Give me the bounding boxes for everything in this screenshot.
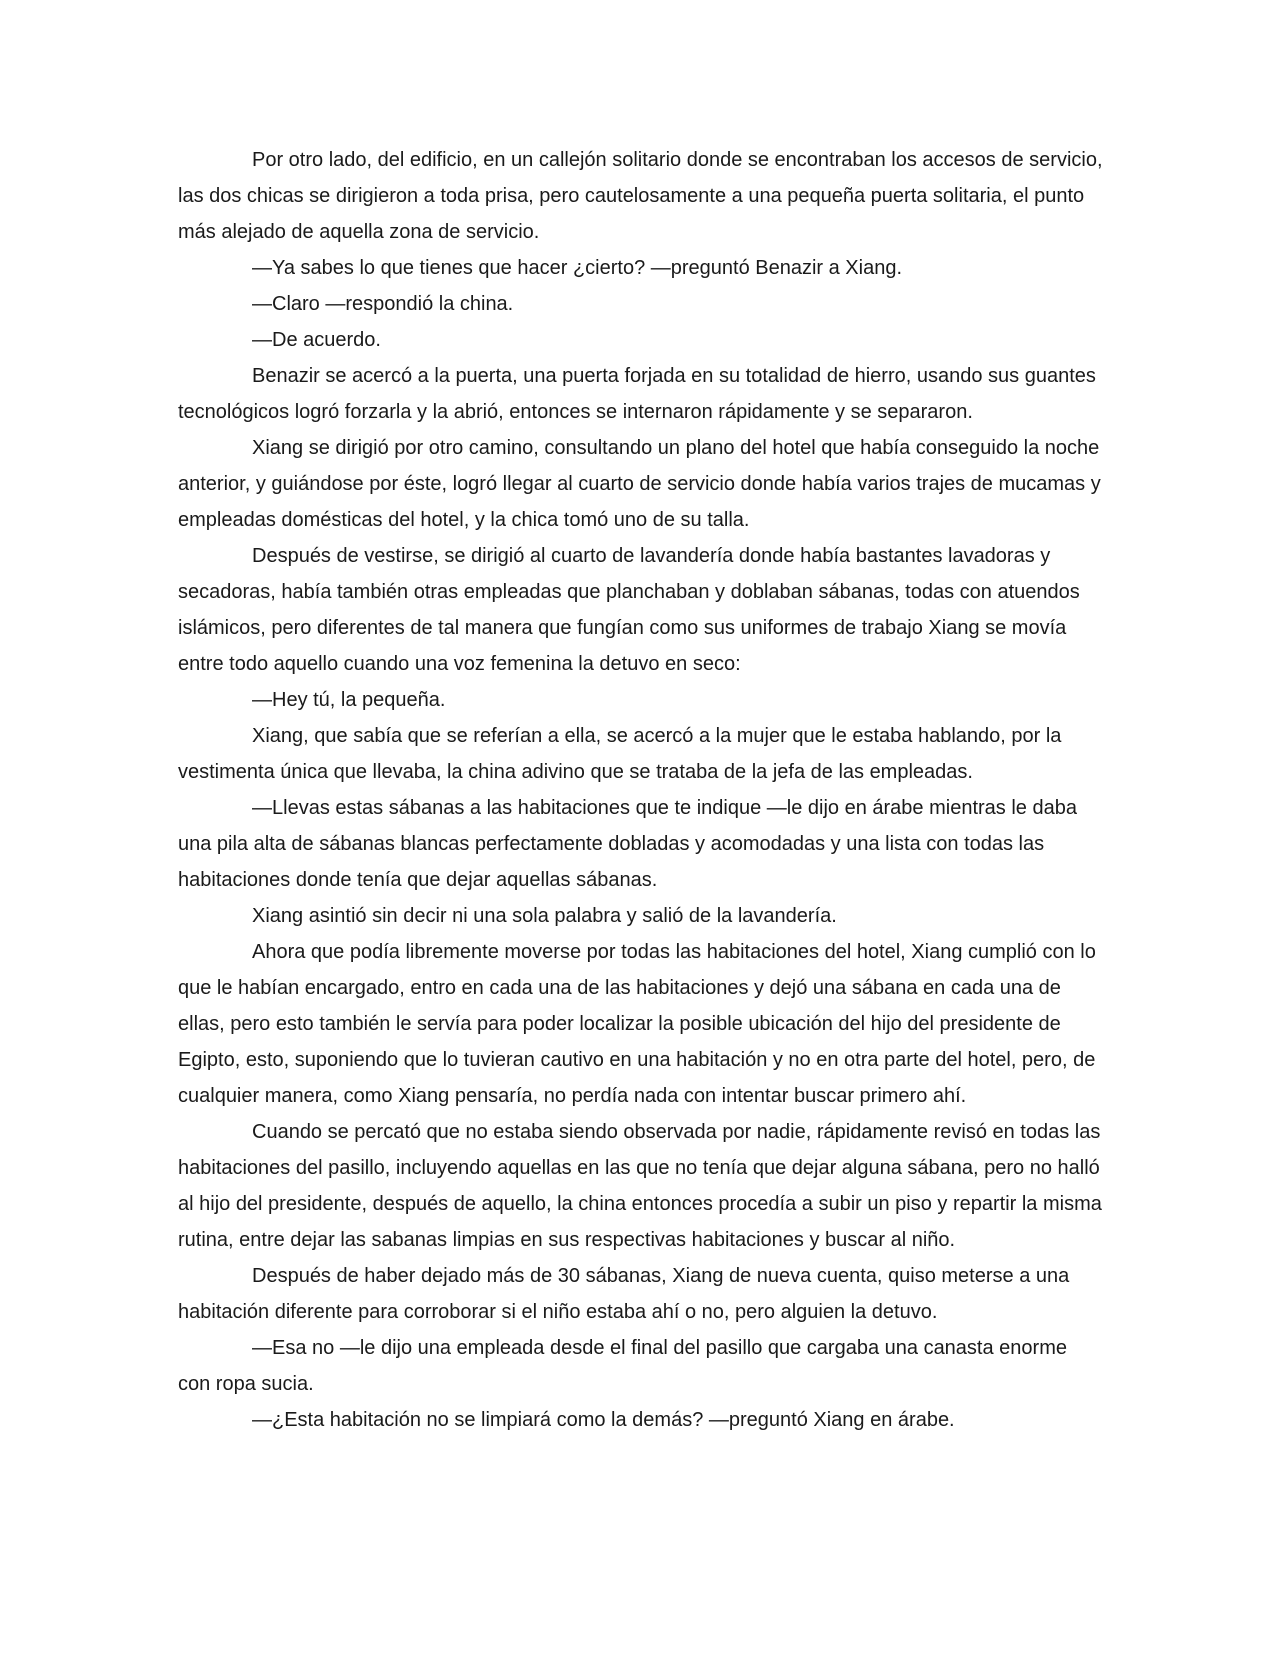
paragraph: Después de vestirse, se dirigió al cuarto de lavandería donde había bastantes lavadoras y secadoras, había también otras empleadas que planchaban y doblaban sábanas, todas con atuendos islámicos, pero diferentes de tal manera que fungían como sus uniformes de trabajo Xiang se movía entre todo aquello cuando una voz femenina la detuvo en seco:: [178, 545, 1080, 675]
paragraph: —¿Esta habitación no se limpiará como la demás? —preguntó Xiang en árabe.: [252, 1409, 955, 1431]
paragraph: Xiang, que sabía que se referían a ella, se acercó a la mujer que le estaba hablando, por la vestimenta única que llevaba, la china adivino que se trataba de la jefa de las empleadas.: [178, 725, 1062, 783]
paragraph: —Llevas estas sábanas a las habitaciones que te indique —le dijo en árabe mientras le daba una pila alta de sábanas blancas perfectamente dobladas y acomodadas y una lista con todas las habitaciones donde tenía que dejar aquellas sábanas.: [178, 797, 1077, 891]
paragraph: Cuando se percató que no estaba siendo observada por nadie, rápidamente revisó en todas las habitaciones del pasillo, incluyendo aquellas en las que no tenía que dejar alguna sábana, pero no halló al hijo del presidente, después de aquello, la china entonces procedía a subir un piso y repartir la misma rutina, entre dejar las sabanas limpias en sus respectivas habitaciones y buscar al niño.: [178, 1121, 1102, 1251]
paragraph: Benazir se acercó a la puerta, una puerta forjada en su totalidad de hierro, usando sus guantes tecnológicos logró forzarla y la abrió, entonces se internaron rápidamente y se separaron.: [178, 365, 1096, 423]
paragraph: Ahora que podía libremente moverse por todas las habitaciones del hotel, Xiang cumplió con lo que le habían encargado, entro en cada una de las habitaciones y dejó una sábana en cada una de ellas, pero esto también le servía para poder localizar la posible ubicación del hijo del presidente de Egipto, esto, suponiendo que lo tuvieran cautivo en una habitación y no en otra parte del hotel, pero, de cualquier manera, como Xiang pensaría, no perdía nada con intentar buscar primero ahí.: [178, 941, 1096, 1107]
paragraph: —Ya sabes lo que tienes que hacer ¿cierto? —preguntó Benazir a Xiang.: [252, 257, 903, 279]
paragraph: —Claro —respondió la china.: [252, 293, 514, 315]
paragraph: —Esa no —le dijo una empleada desde el final del pasillo que cargaba una canasta enorme con ropa sucia.: [178, 1337, 1067, 1395]
paragraph: Después de haber dejado más de 30 sábanas, Xiang de nueva cuenta, quiso meterse a una habitación diferente para corroborar si el niño estaba ahí o no, pero alguien la detuvo.: [178, 1265, 1070, 1323]
paragraph: Xiang se dirigió por otro camino, consultando un plano del hotel que había conseguido la noche anterior, y guiándose por éste, logró llegar al cuarto de servicio donde había varios trajes de mucamas y empleadas domésticas del hotel, y la chica tomó uno de su talla.: [178, 437, 1101, 531]
paragraph: —Hey tú, la pequeña.: [252, 689, 446, 711]
paragraph: —De acuerdo.: [252, 329, 381, 351]
paragraph: Xiang asintió sin decir ni una sola palabra y salió de la lavandería.: [252, 905, 837, 927]
paragraph: Por otro lado, del edificio, en un callejón solitario donde se encontraban los accesos de servicio, las dos chicas se dirigieron a toda prisa, pero cautelosamente a una pequeña puerta solitaria, el punto más alejado de aquella zona de servicio.: [178, 149, 1103, 243]
body-text: [178, 142, 1103, 1438]
